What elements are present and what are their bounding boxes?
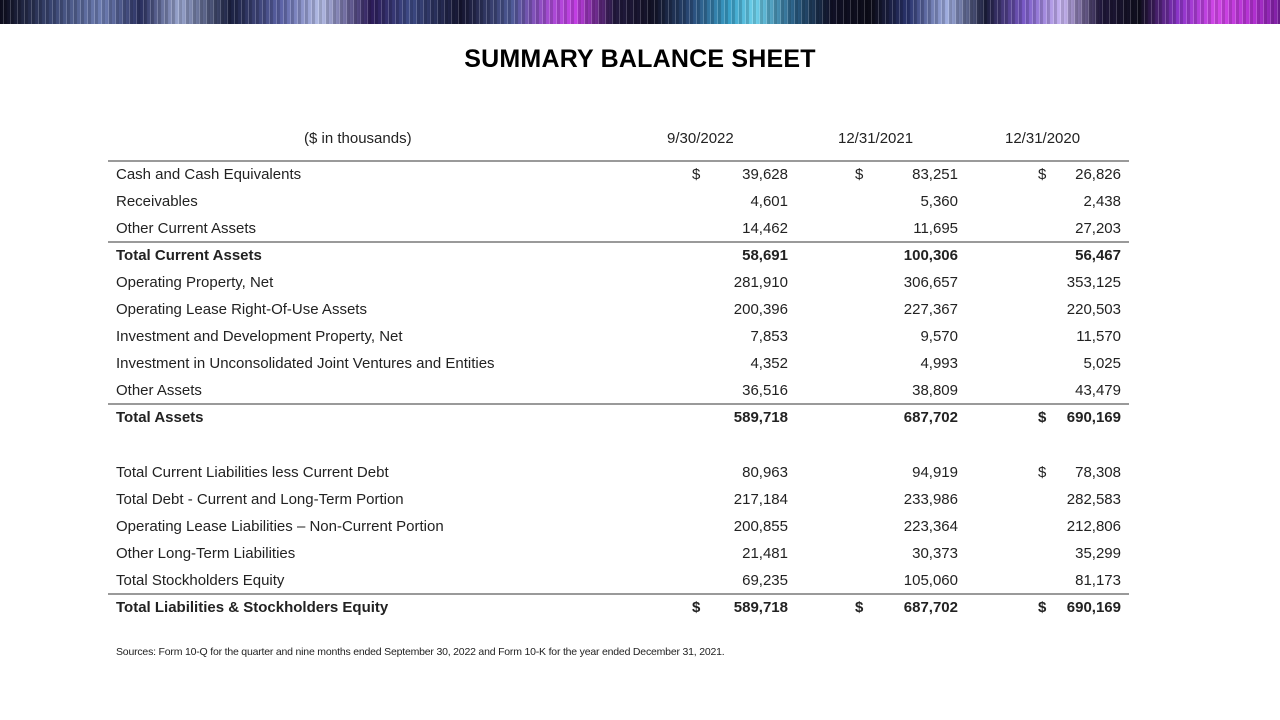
dollar-sign: $ (1038, 166, 1047, 183)
value-2020: 5,025 (1083, 355, 1121, 372)
value-2020: 78,308 (1075, 464, 1121, 481)
value-2021: 83,251 (912, 166, 958, 183)
value-2022: 589,718 (733, 409, 788, 426)
table-row-total-liabilities-equity (108, 595, 1129, 622)
top-decorative-banner (0, 0, 1280, 24)
dollar-sign: $ (855, 166, 864, 183)
balance-sheet-table (108, 124, 1129, 622)
source-footnote: Sources: Form 10-Q for the quarter and nine months ended September 30, 2022 and Form 10-K for the year ended December 31, 2021. (116, 646, 725, 658)
value-2022: 200,855 (733, 518, 788, 535)
row-label: Other Long-Term Liabilities (116, 545, 296, 562)
table-header (108, 124, 1129, 162)
table-row-operating-lease-rou (108, 297, 1129, 324)
value-2022: 80,963 (742, 464, 788, 481)
value-2021: 233,986 (903, 491, 958, 508)
table-row-other-assets (108, 378, 1129, 405)
table-row-total-current-assets (108, 243, 1129, 270)
row-label: Operating Property, Net (116, 274, 274, 291)
value-2022: 281,910 (733, 274, 788, 291)
value-2021: 4,993 (920, 355, 958, 372)
row-label: Total Stockholders Equity (116, 572, 285, 589)
value-2022: 4,601 (750, 193, 788, 210)
table-row-receivables (108, 189, 1129, 216)
table-row-cash (108, 162, 1129, 189)
table-row-stockholders-equity (108, 568, 1129, 595)
value-2020: 26,826 (1075, 166, 1121, 183)
column-header-2021: 12/31/2021 (838, 130, 914, 147)
table-row-other-long-term-liabilities (108, 541, 1129, 568)
value-2022: 589,718 (733, 599, 788, 616)
row-label: Investment in Unconsolidated Joint Ventures and Entities (116, 355, 495, 372)
value-2021: 105,060 (903, 572, 958, 589)
value-2020: 212,806 (1066, 518, 1121, 535)
value-2022: 4,352 (750, 355, 788, 372)
table-row-current-liabilities (108, 460, 1129, 487)
value-2022: 7,853 (750, 328, 788, 345)
value-2021: 223,364 (903, 518, 958, 535)
dollar-sign: $ (692, 599, 701, 616)
value-2022: 21,481 (742, 545, 788, 562)
dollar-sign: $ (1038, 409, 1047, 426)
value-2020: 220,503 (1066, 301, 1121, 318)
value-2020: 282,583 (1066, 491, 1121, 508)
table-row-joint-ventures (108, 351, 1129, 378)
table-row-other-current-assets (108, 216, 1129, 243)
dollar-sign: $ (692, 166, 701, 183)
value-2020: 56,467 (1075, 247, 1121, 264)
value-2021: 227,367 (903, 301, 958, 318)
value-2022: 36,516 (742, 382, 788, 399)
table-row-total-assets (108, 405, 1129, 432)
dollar-sign: $ (1038, 599, 1047, 616)
row-label: Cash and Cash Equivalents (116, 166, 302, 183)
table-row-lease-liabilities (108, 514, 1129, 541)
value-2021: 306,657 (903, 274, 958, 291)
row-label: Total Assets (116, 409, 204, 426)
table-row-operating-property (108, 270, 1129, 297)
value-2021: 94,919 (912, 464, 958, 481)
row-label: Total Current Assets (116, 247, 262, 264)
units-header: ($ in thousands) (304, 130, 412, 147)
dollar-sign: $ (855, 599, 864, 616)
value-2021: 5,360 (920, 193, 958, 210)
value-2021: 687,702 (903, 599, 958, 616)
row-label: Operating Lease Liabilities – Non-Current Portion (116, 518, 444, 535)
value-2021: 30,373 (912, 545, 958, 562)
value-2020: 353,125 (1066, 274, 1121, 291)
row-label: Receivables (116, 193, 198, 210)
value-2021: 100,306 (903, 247, 958, 264)
row-label: Total Debt - Current and Long-Term Portion (116, 491, 404, 508)
value-2020: 11,570 (1076, 328, 1121, 345)
column-header-2020: 12/31/2020 (1005, 130, 1081, 147)
column-header-2022: 9/30/2022 (667, 130, 734, 147)
value-2020: 43,479 (1075, 382, 1121, 399)
value-2020: 35,299 (1075, 545, 1121, 562)
value-2020: 27,203 (1075, 220, 1121, 237)
value-2021: 687,702 (903, 409, 958, 426)
value-2020: 690,169 (1066, 599, 1121, 616)
value-2022: 200,396 (733, 301, 788, 318)
dollar-sign: $ (1038, 464, 1047, 481)
value-2020: 2,438 (1083, 193, 1121, 210)
value-2021: 11,695 (913, 220, 958, 237)
value-2021: 38,809 (912, 382, 958, 399)
value-2020: 690,169 (1066, 409, 1121, 426)
row-label: Operating Lease Right-Of-Use Assets (116, 301, 367, 318)
value-2022: 217,184 (733, 491, 788, 508)
value-2022: 14,462 (742, 220, 788, 237)
row-label: Total Current Liabilities less Current Debt (116, 464, 389, 481)
value-2021: 9,570 (920, 328, 958, 345)
row-label: Other Current Assets (116, 220, 257, 237)
table-row-investment-development (108, 324, 1129, 351)
value-2022: 58,691 (742, 247, 788, 264)
table-row-total-debt (108, 487, 1129, 514)
value-2020: 81,173 (1075, 572, 1121, 589)
value-2022: 39,628 (742, 166, 788, 183)
page-title: SUMMARY BALANCE SHEET (464, 45, 816, 73)
row-label: Other Assets (116, 382, 202, 399)
section-spacer (108, 432, 1129, 460)
row-label: Investment and Development Property, Net (116, 328, 403, 345)
value-2022: 69,235 (742, 572, 788, 589)
row-label: Total Liabilities & Stockholders Equity (116, 599, 389, 616)
